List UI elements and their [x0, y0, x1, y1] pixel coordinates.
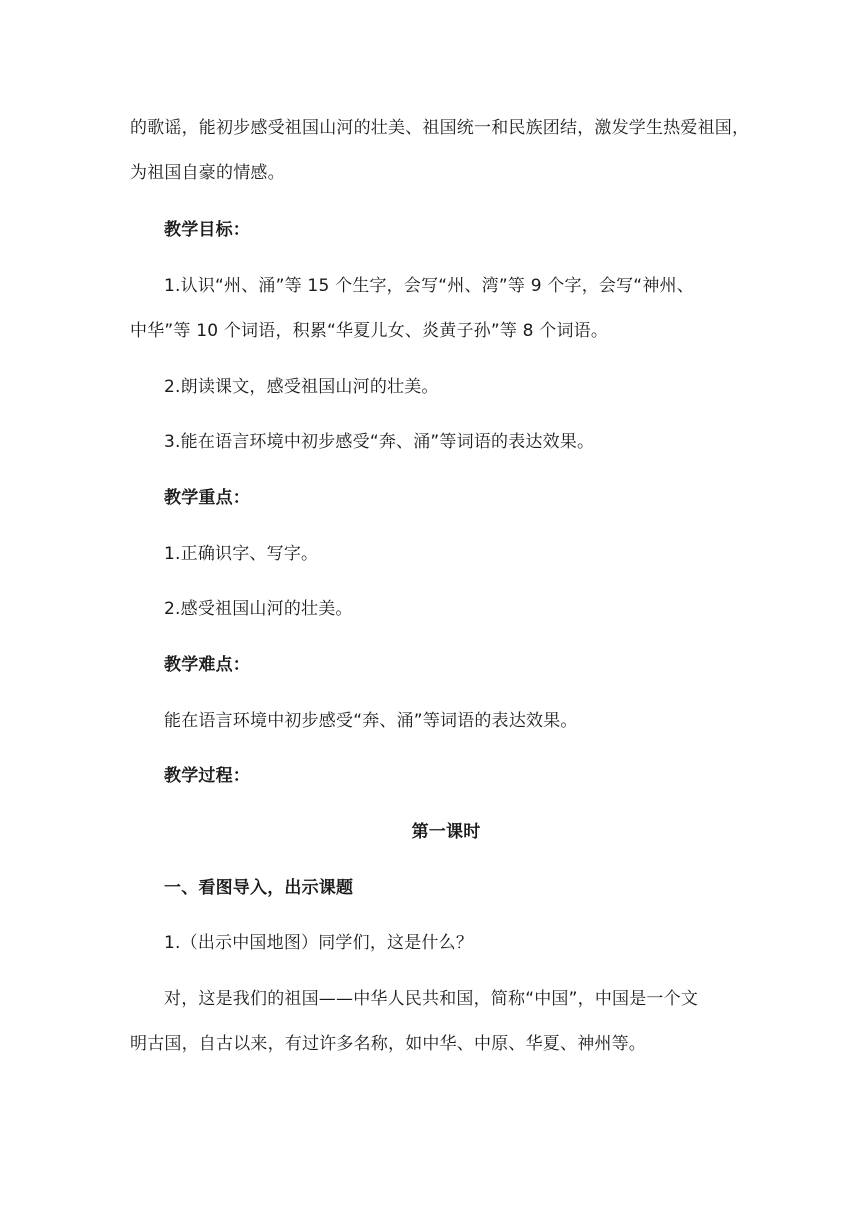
- goal-1-line-1: 1.认识“州、涌”等 15 个生字，会写“州、湾”等 9 个字，会写“神州、: [164, 276, 694, 296]
- paragraph-line-1: 对，这是我们的祖国——中华人民共和国，简称“中国”，中国是一个文: [164, 989, 699, 1009]
- difficulty-heading: 教学难点：: [164, 655, 250, 675]
- goal-2: 2.朗读课文，感受祖国山河的壮美。: [164, 377, 439, 397]
- difficulty-1: 能在语言环境中初步感受“奔、涌”等词语的表达效果。: [164, 711, 578, 731]
- key-point-2: 2.感受祖国山河的壮美。: [164, 599, 353, 619]
- key-points-heading: 教学重点：: [164, 488, 250, 508]
- goal-3: 3.能在语言环境中初步感受“奔、涌”等词语的表达效果。: [164, 432, 595, 452]
- goals-heading: 教学目标：: [164, 220, 250, 240]
- intro-line-2: 为祖国自豪的情感。: [130, 163, 285, 183]
- lesson-title: 第一课时: [411, 822, 481, 842]
- section-1-heading: 一、看图导入，出示课题: [164, 878, 354, 898]
- paragraph-line-2: 明古国，自古以来，有过许多名称，如中华、中原、华夏、神州等。: [130, 1034, 646, 1054]
- step-1: 1.（出示中国地图）同学们，这是什么？: [164, 933, 474, 953]
- intro-line-1: 的歌谣，能初步感受祖国山河的壮美、祖国统一和民族团结，激发学生热爱祖国，: [130, 118, 750, 138]
- goal-1-line-2: 中华”等 10 个词语，积累“华夏儿女、炎黄子孙”等 8 个词语。: [130, 321, 609, 341]
- key-point-1: 1.正确识字、写字。: [164, 544, 319, 564]
- process-heading: 教学过程：: [164, 766, 250, 786]
